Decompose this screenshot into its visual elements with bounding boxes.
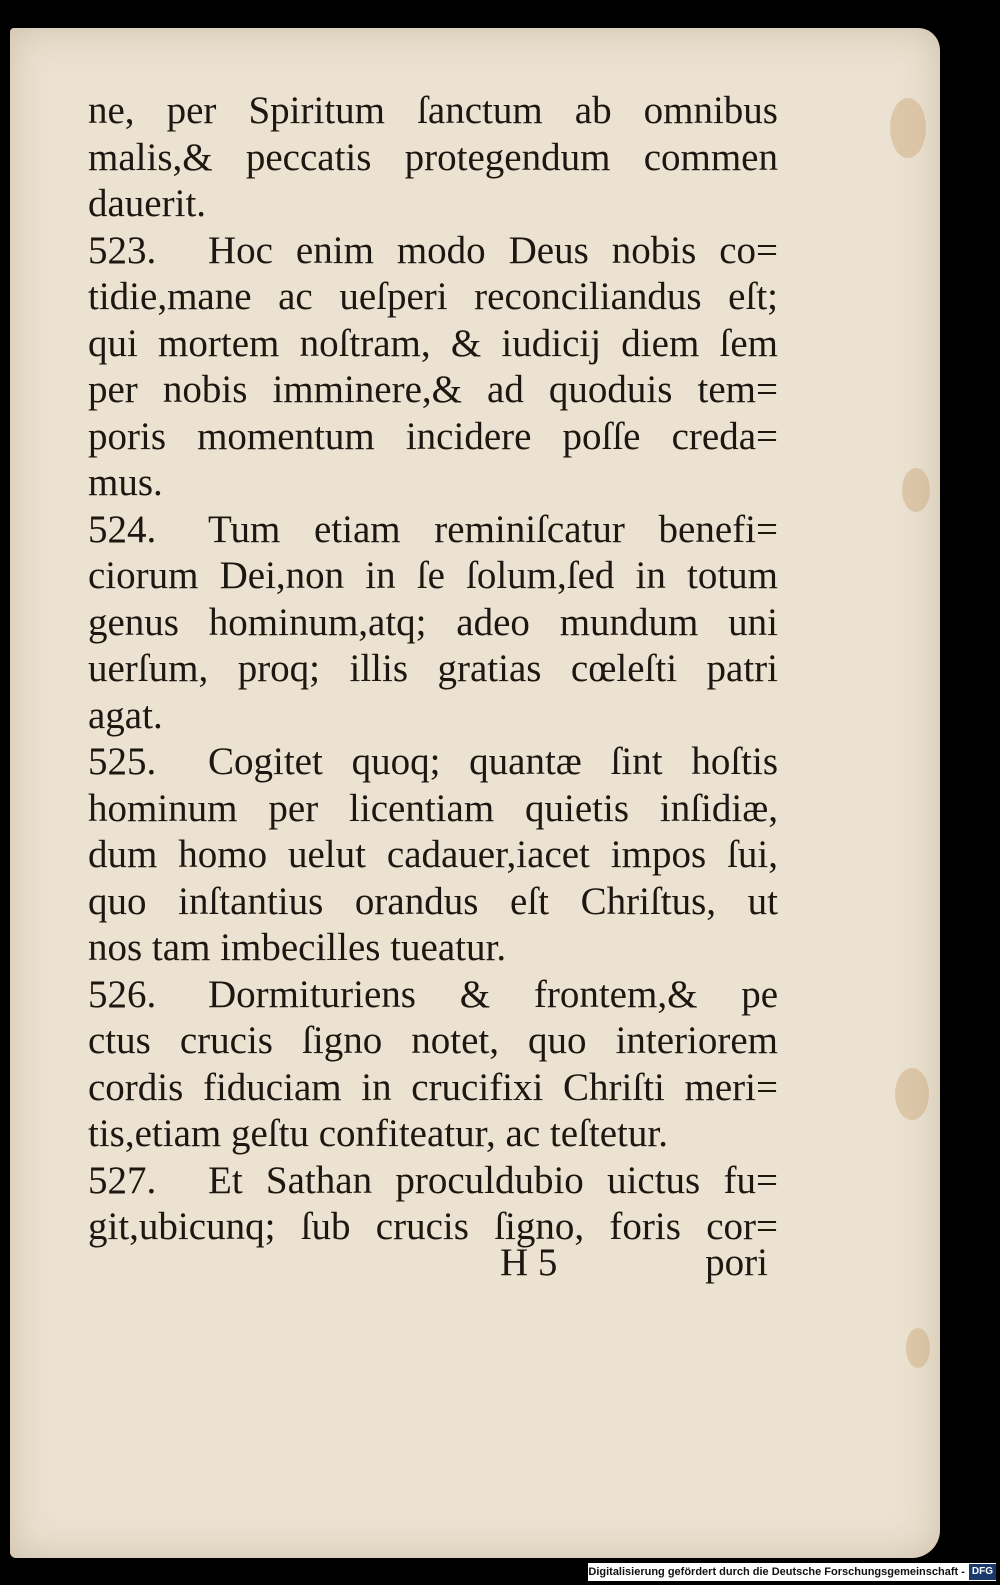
paper-stain (902, 468, 930, 512)
text-line (88, 274, 778, 321)
text-line (88, 367, 778, 414)
signature-mark: H 5 (500, 1241, 558, 1284)
paper-stain (890, 98, 926, 158)
paragraph-number: 526. (88, 972, 157, 1016)
text-line (88, 832, 778, 879)
line-text: Cogitet quoq; quantæ ſint hoſtis (208, 740, 778, 783)
line-text: dauerit. (88, 182, 207, 225)
catchword: pori (705, 1241, 768, 1284)
text-line (88, 135, 778, 182)
text-line (88, 460, 778, 507)
line-text: mus. (88, 461, 163, 504)
paragraph-number: 527. (88, 1158, 157, 1202)
line-text: tis,etiam geſtu confiteatur, ac teſtetur. (88, 1112, 668, 1155)
text-line (88, 553, 778, 600)
line-text: Hoc enim modo Deus nobis co= (208, 228, 778, 272)
line-text: genus hominum,atq; adeo mundum uni (88, 600, 778, 644)
line-text: quo inſtantius orandus eſt Chriſtus, ut (88, 879, 778, 923)
text-line (88, 972, 778, 1019)
text-line (88, 1111, 778, 1158)
line-text: poris momentum incidere poſſe creda= (88, 414, 778, 458)
text-line (88, 181, 778, 228)
line-text: agat. (88, 693, 163, 737)
text-line (88, 879, 778, 926)
text-line (88, 321, 778, 368)
line-text: ciorum Dei,non in ſe ſolum,ſed in totum (88, 554, 778, 597)
line-text: ctus crucis ſigno notet, quo interiorem (88, 1019, 778, 1062)
paragraph-number: 524. (88, 507, 157, 551)
text-line (88, 414, 778, 461)
paragraph-number: 523. (88, 228, 157, 272)
text-line (88, 739, 778, 786)
line-text: cordis fiduciam in crucifixi Chriſti meri= (88, 1065, 778, 1109)
text-line (88, 1018, 778, 1065)
text-line (88, 88, 778, 135)
text-line (88, 786, 778, 833)
line-text: uerſum, proq; illis gratias cœleſti patri (88, 647, 778, 690)
text-line (88, 1065, 778, 1112)
line-text: malis,& peccatis protegendum commen (88, 135, 778, 179)
paper-stain (906, 1328, 930, 1368)
line-text: Tum etiam reminiſcatur benefi= (208, 507, 778, 551)
paragraph-number: 525. (88, 740, 157, 783)
text-line (88, 228, 778, 275)
funding-credit-bar (588, 1563, 996, 1581)
line-text: git,ubicunq; ſub crucis ſigno, foris cor= (88, 1205, 778, 1248)
line-text: hominum per licentiam quietis inſidiæ, (88, 786, 778, 830)
line-text: ne, per Spiritum ſanctum ab omnibus (88, 89, 778, 132)
text-line (88, 693, 778, 740)
text-line (88, 646, 778, 693)
line-text: nos tam imbecilles tueatur. (88, 926, 507, 969)
line-text: tidie,mane ac ueſperi reconciliandus eſt; (88, 275, 778, 318)
page-body (88, 88, 778, 1251)
line-text: qui mortem noſtram, & iudicij diem ſem (88, 321, 778, 365)
line-text: per nobis imminere,& ad quoduis tem= (88, 368, 778, 411)
line-text: Et Sathan proculdubio uictus fu= (208, 1158, 778, 1202)
text-line (88, 507, 778, 554)
page-footer (88, 1240, 778, 1290)
funding-credit-text: Digitalisierung gefördert durch die Deutsche Forschungsgemeinschaft - (588, 1566, 965, 1578)
dfg-logo-icon: DFG (969, 1564, 996, 1580)
text-line (88, 600, 778, 647)
paper-stain (895, 1068, 929, 1120)
line-text: Dormituriens & frontem,& pe (208, 972, 778, 1016)
text-line (88, 925, 778, 972)
line-text: dum homo uelut cadauer,iacet impos ſui, (88, 833, 778, 876)
text-line (88, 1158, 778, 1205)
